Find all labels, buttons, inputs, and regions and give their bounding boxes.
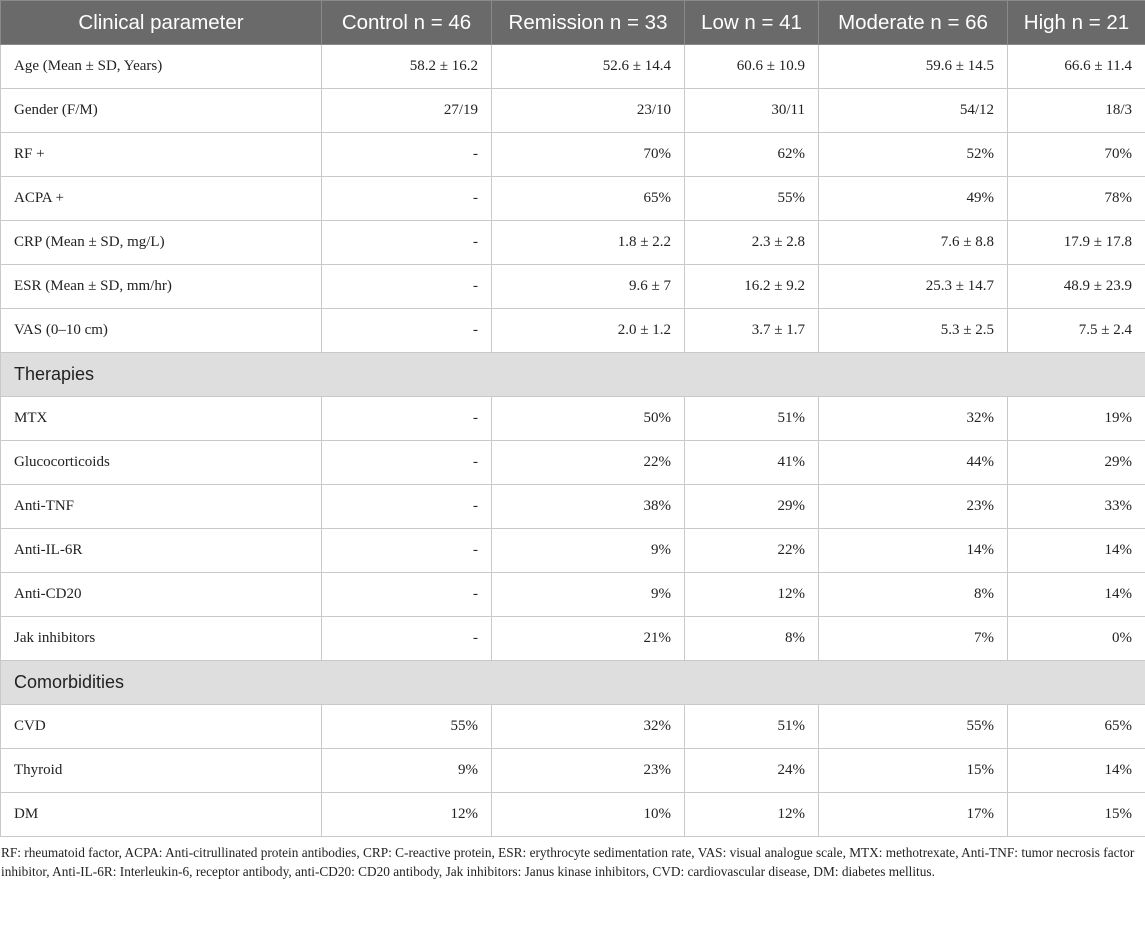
table-cell: 65%	[492, 177, 685, 221]
section-label: Comorbidities	[1, 661, 1145, 705]
parameter-label: Glucocorticoids	[1, 441, 322, 485]
table-cell: 10%	[492, 793, 685, 837]
table-cell: 17%	[819, 793, 1008, 837]
table-cell: 21%	[492, 617, 685, 661]
section-label: Therapies	[1, 353, 1145, 397]
table-cell: 12%	[322, 793, 492, 837]
table-cell: 18/3	[1008, 89, 1145, 133]
parameter-label: ACPA +	[1, 177, 322, 221]
table-cell: 8%	[819, 573, 1008, 617]
table-cell: 14%	[1008, 749, 1145, 793]
table-cell: 54/12	[819, 89, 1008, 133]
table-row	[1, 485, 1145, 529]
parameter-label: VAS (0–10 cm)	[1, 309, 322, 353]
table-cell: 51%	[685, 705, 819, 749]
table-cell: -	[322, 441, 492, 485]
parameter-label: MTX	[1, 397, 322, 441]
table-cell: 14%	[819, 529, 1008, 573]
table-cell: -	[322, 397, 492, 441]
table-cell: -	[322, 177, 492, 221]
table-row	[1, 221, 1145, 265]
table-row	[1, 133, 1145, 177]
table-cell: 22%	[685, 529, 819, 573]
table-cell: 3.7 ± 1.7	[685, 309, 819, 353]
table-row	[1, 705, 1145, 749]
table-row	[1, 749, 1145, 793]
table-cell: 14%	[1008, 529, 1145, 573]
table-row	[1, 617, 1145, 661]
table-cell: 2.3 ± 2.8	[685, 221, 819, 265]
column-header: Remission n = 33	[492, 1, 685, 45]
table-cell: 78%	[1008, 177, 1145, 221]
table-header	[1, 1, 1145, 45]
table-cell: 15%	[819, 749, 1008, 793]
table-cell: 49%	[819, 177, 1008, 221]
table-cell: 7.6 ± 8.8	[819, 221, 1008, 265]
table-cell: 9%	[492, 529, 685, 573]
table-cell: 12%	[685, 573, 819, 617]
table-cell: 55%	[819, 705, 1008, 749]
table-cell: 33%	[1008, 485, 1145, 529]
table-cell: 32%	[492, 705, 685, 749]
header-row	[1, 1, 1145, 45]
parameter-label: CRP (Mean ± SD, mg/L)	[1, 221, 322, 265]
table-cell: 23%	[819, 485, 1008, 529]
table-cell: 1.8 ± 2.2	[492, 221, 685, 265]
table-cell: 2.0 ± 1.2	[492, 309, 685, 353]
table-cell: 7.5 ± 2.4	[1008, 309, 1145, 353]
parameter-label: Jak inhibitors	[1, 617, 322, 661]
table-cell: 22%	[492, 441, 685, 485]
table-cell: 51%	[685, 397, 819, 441]
table-cell: -	[322, 573, 492, 617]
section-row	[1, 353, 1145, 397]
table-cell: 32%	[819, 397, 1008, 441]
table-cell: 23/10	[492, 89, 685, 133]
table-row	[1, 793, 1145, 837]
table-cell: 29%	[685, 485, 819, 529]
table-cell: 9%	[492, 573, 685, 617]
table-cell: 52%	[819, 133, 1008, 177]
table-cell: 44%	[819, 441, 1008, 485]
table-cell: 19%	[1008, 397, 1145, 441]
column-header: High n = 21	[1008, 1, 1145, 45]
column-header: Moderate n = 66	[819, 1, 1008, 45]
table-row	[1, 177, 1145, 221]
table-row	[1, 45, 1145, 89]
column-header: Low n = 41	[685, 1, 819, 45]
table-cell: 70%	[1008, 133, 1145, 177]
table-cell: -	[322, 221, 492, 265]
column-header: Control n = 46	[322, 1, 492, 45]
table-cell: -	[322, 309, 492, 353]
table-cell: 9%	[322, 749, 492, 793]
parameter-label: Thyroid	[1, 749, 322, 793]
parameter-label: DM	[1, 793, 322, 837]
table-cell: 55%	[322, 705, 492, 749]
parameter-label: Age (Mean ± SD, Years)	[1, 45, 322, 89]
parameter-label: Anti-IL-6R	[1, 529, 322, 573]
table-row	[1, 529, 1145, 573]
table-row	[1, 397, 1145, 441]
table-cell: 55%	[685, 177, 819, 221]
table-cell: 62%	[685, 133, 819, 177]
section-row	[1, 661, 1145, 705]
table-row	[1, 441, 1145, 485]
table-cell: 70%	[492, 133, 685, 177]
table-footnote: RF: rheumatoid factor, ACPA: Anti-citrullinated protein antibodies, CRP: C-reactive protein, ESR: erythrocyte sedimentation rate, VAS: visual analogue scale, MTX: methotrexate, Anti-TNF: tumor necrosis factor inhibitor, Anti-IL-6R: Interleukin-6, receptor antibody, anti-CD20: CD20 antibody, Jak inhibitors: Janus kinase inhibitors, CVD: cardiovascular disease, DM: diabetes mellitus.	[1, 845, 1135, 879]
table-cell: 58.2 ± 16.2	[322, 45, 492, 89]
table-cell: 8%	[685, 617, 819, 661]
table-cell: 59.6 ± 14.5	[819, 45, 1008, 89]
table-cell: 14%	[1008, 573, 1145, 617]
table-cell: 30/11	[685, 89, 819, 133]
table-cell: 7%	[819, 617, 1008, 661]
table-cell: 15%	[1008, 793, 1145, 837]
parameter-label: Gender (F/M)	[1, 89, 322, 133]
table-cell: 65%	[1008, 705, 1145, 749]
table-cell: -	[322, 133, 492, 177]
table-cell: 41%	[685, 441, 819, 485]
table-row	[1, 89, 1145, 133]
table-cell: 38%	[492, 485, 685, 529]
table-cell: 17.9 ± 17.8	[1008, 221, 1145, 265]
table-cell: 24%	[685, 749, 819, 793]
parameter-label: RF +	[1, 133, 322, 177]
table-cell: 48.9 ± 23.9	[1008, 265, 1145, 309]
parameter-label: Anti-TNF	[1, 485, 322, 529]
table-cell: 0%	[1008, 617, 1145, 661]
table-cell: -	[322, 529, 492, 573]
table-row	[1, 265, 1145, 309]
table-cell: 52.6 ± 14.4	[492, 45, 685, 89]
table-cell: -	[322, 485, 492, 529]
table-cell: 25.3 ± 14.7	[819, 265, 1008, 309]
table-cell: 60.6 ± 10.9	[685, 45, 819, 89]
table-row	[1, 309, 1145, 353]
table-body	[1, 45, 1145, 837]
parameter-label: CVD	[1, 705, 322, 749]
table-row	[1, 573, 1145, 617]
table-cell: 23%	[492, 749, 685, 793]
table-cell: 27/19	[322, 89, 492, 133]
table-cell: -	[322, 265, 492, 309]
table-cell: 29%	[1008, 441, 1145, 485]
table-cell: 50%	[492, 397, 685, 441]
table-cell: 9.6 ± 7	[492, 265, 685, 309]
parameter-label: Anti-CD20	[1, 573, 322, 617]
column-header: Clinical parameter	[1, 1, 322, 45]
parameter-label: ESR (Mean ± SD, mm/hr)	[1, 265, 322, 309]
table-cell: -	[322, 617, 492, 661]
table-cell: 5.3 ± 2.5	[819, 309, 1008, 353]
table-cell: 66.6 ± 11.4	[1008, 45, 1145, 89]
table-cell: 16.2 ± 9.2	[685, 265, 819, 309]
table-cell: 12%	[685, 793, 819, 837]
